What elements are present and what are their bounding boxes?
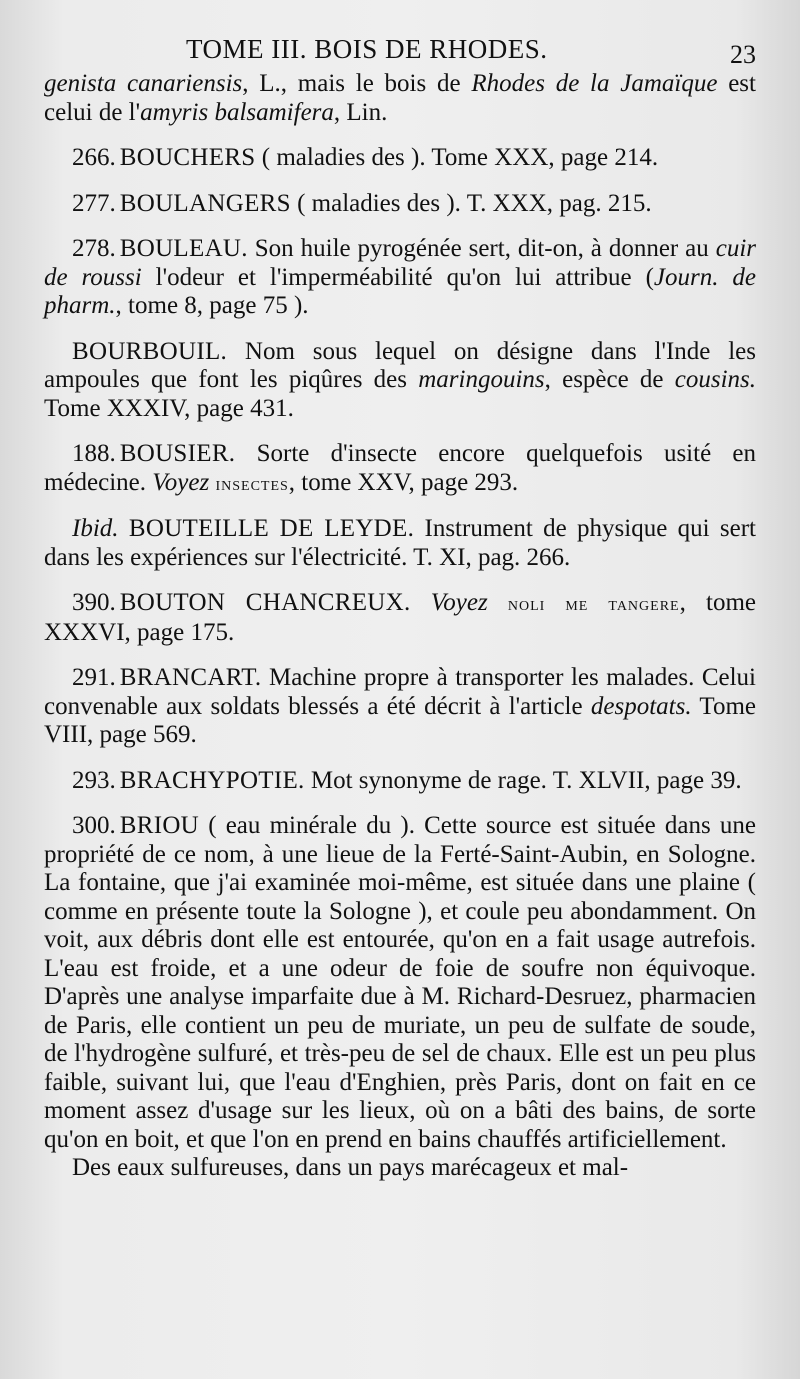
italic-text: maringouins (418, 366, 545, 393)
cross-reference: insectes (215, 472, 289, 495)
italic-text: Voyez (152, 468, 210, 496)
entry-number: 278. (72, 235, 116, 262)
entry-bourbouil (44, 338, 756, 424)
entry-headword: BOULANGERS (119, 189, 291, 217)
entry-headword: BOUTON CHANCREUX. (119, 589, 411, 616)
entry-headword: BRANCART. (119, 664, 262, 691)
entry-bouton-chancreux (44, 589, 756, 647)
italic-text: Voyez (430, 589, 488, 616)
italic-text: cuir de roussi (44, 235, 756, 291)
entry-brancart (44, 664, 756, 750)
italic-text: cousins. (674, 366, 757, 393)
entry-bouleau (44, 235, 756, 321)
entry-briou-continued (44, 1154, 756, 1183)
entry-number: 277. (72, 189, 116, 217)
page-body (44, 70, 756, 1200)
entry-headword: BOUSIER. (119, 440, 236, 467)
entry-text: Des eaux sulfureuses, dans un pays marécageux et mal- (72, 1154, 629, 1181)
entry-number: 291. (72, 664, 116, 691)
entry-text: Son huile pyrogénée sert, dit-on, à donner au (247, 235, 716, 262)
entry-bouteille-de-leyde (44, 515, 756, 572)
entry-headword: BRIOU (119, 812, 200, 839)
entry-text: l'odeur et l'imperméabilité qu'on lui attribue ( (141, 263, 654, 291)
entry-boulangers (44, 190, 756, 219)
entry-number: 293. (72, 766, 116, 794)
page-number: 23 (730, 40, 756, 69)
entry-text: , tome XXV, page 293. (288, 468, 519, 496)
entry-text: , Lin. (333, 98, 388, 126)
running-header (0, 34, 800, 74)
entry-text: Tome XXXIV, page 431. (44, 394, 294, 422)
entry-text: , L., mais le bois de (242, 70, 472, 97)
entry-text: Instrument de physique qui sert dans les expériences sur l'électricité. T. XI, pag. 266. (44, 515, 756, 571)
entry-text: Tome VIII, page 569. (44, 692, 756, 748)
italic-text: genista canariensis (44, 70, 243, 97)
running-title: TOME III. BOIS DE RHODES. (186, 34, 548, 64)
entry-headword: BOULEAU. (119, 235, 248, 262)
entry-headword: BOURBOUIL. (72, 337, 228, 365)
entry-text: Mot synonyme de rage. T. XLVII, page 39. (304, 766, 742, 794)
entry-text: est celui de l' (44, 70, 756, 126)
italic-text: Ibid. (72, 515, 119, 542)
entry-number: 390. (72, 589, 116, 616)
entry-text: , espèce de (544, 366, 675, 393)
entry-text: Machine propre à transporter les malades. Celui convenable aux soldats blessés a été décrit à l'article (44, 664, 756, 720)
entry-text: Nom sous lequel on désigne dans l'Inde les ampoules que font les piqûres des (44, 337, 756, 393)
entry-number: 266. (72, 144, 116, 171)
entry-text: ( eau minérale du ). Cette source est située dans une propriété de ce nom, à une lieue de la Ferté-Saint-Aubin, en Sologne. La fontaine, que j'ai examinée moi-même, est située dans une plaine ( comme en présente toute la Sologne ), et coule peu abondamment. On voit, aux débris dont elle est entourée, qu'on en a fait usage autrefois. L'eau est froide, et a une odeur de foie de soufre non équivoque. D'après une analyse imparfaite due à M. Richard-Desruez, pharmacien de Paris, elle contient un peu de muriate, un peu de sulfate de soude, de l'hydrogène sulfuré, et très-peu de sel de chaux. Elle est un peu plus faible, suivant lui, que l'eau d'Enghien, près Paris, dont on fait en ce moment assez d'usage sur les lieux, où on a bâti des bains, de sorte qu'on en boit, et que l'on en prend en bains chauffés artificiellement. (44, 812, 756, 1153)
entry-text: , tome XXXVI, page 175. (44, 589, 757, 646)
entry-number: 188. (72, 440, 116, 467)
italic-text: Rhodes de la Jamaïque (471, 70, 718, 97)
entry-briou (44, 812, 756, 1154)
cross-reference: noli me tangere (507, 593, 680, 615)
entry-text: Sorte d'insecte encore quelquefois usité en médecine. (44, 440, 756, 496)
entry-headword: BRACHYPOTIE. (119, 766, 305, 794)
entry-bouchers (44, 144, 756, 173)
entry-brachypotie (44, 767, 756, 796)
entry-continuation (44, 70, 756, 127)
entry-headword: BOUCHERS (119, 144, 256, 171)
entry-text: ( maladies des ). T. XXX, pag. 215. (290, 189, 652, 217)
entry-number: 300. (72, 812, 116, 839)
italic-text: amyris balsamifera (140, 98, 334, 126)
entry-text: , tome 8, page 75 ). (115, 292, 309, 319)
entry-text: ( maladies des ). Tome XXX, page 214. (255, 144, 659, 171)
entry-bousier (44, 440, 756, 498)
italic-text: despotats. (590, 692, 692, 720)
italic-text: Journ. de pharm. (44, 263, 756, 319)
entry-headword: BOUTEILLE DE LEYDE. (128, 515, 415, 542)
